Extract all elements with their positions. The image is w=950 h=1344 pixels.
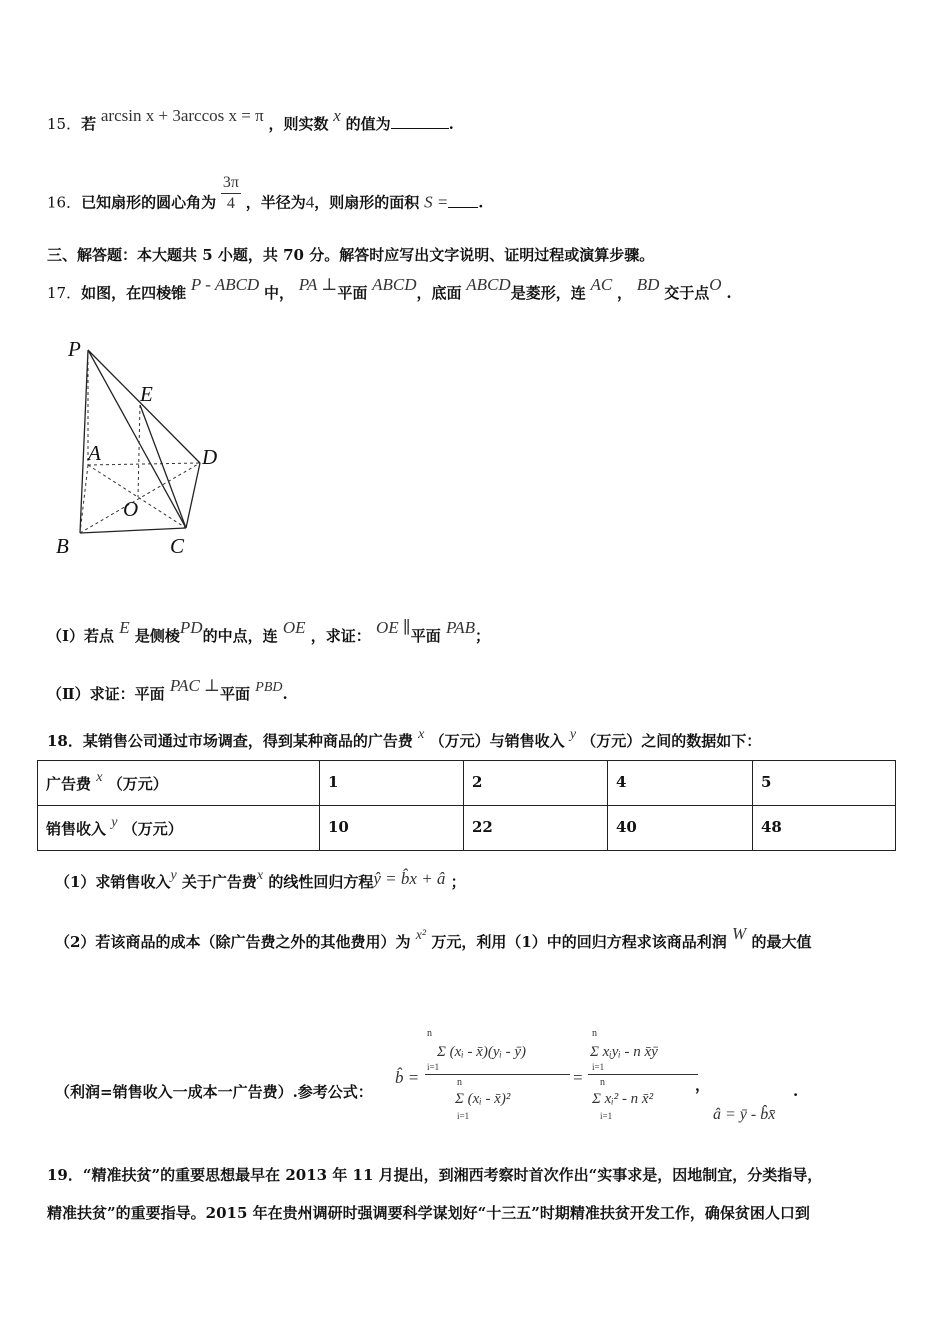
q18-math: y <box>569 727 577 742</box>
question-19-line-2: 精准扶贫”的重要指导。2015 年在贵州调研时强调要科学谋划好“十三五”时期精准扶贫开发工作，确保贫困人口到 <box>47 1204 810 1222</box>
q16-text: ，则扇形的面积 <box>314 193 420 212</box>
row-unit: （万元） <box>107 775 168 793</box>
sum-lower: i=1 <box>457 1111 470 1121</box>
table-cell: 2 <box>464 761 608 806</box>
table-cell: 48 <box>753 806 896 851</box>
q17-text: ； <box>474 627 490 645</box>
q17-math: OE <box>282 618 306 637</box>
label-P: P <box>68 337 81 361</box>
fraction-denominator: 4 <box>226 195 235 212</box>
q17-math: ABCD <box>466 275 511 294</box>
q17-text: . <box>726 284 732 302</box>
edge-EC <box>140 405 186 528</box>
a-hat: â = ȳ - b̂x̄ <box>713 1106 776 1123</box>
table-cell: 5 <box>753 761 896 806</box>
table-header-cell <box>38 806 320 851</box>
row-unit: （万元） <box>122 820 183 838</box>
q17-math: P - ABCD <box>190 275 260 294</box>
sum-lower: i=1 <box>600 1111 613 1121</box>
fraction-1-numerator <box>425 1030 570 1075</box>
q17-text: 如图，在四棱锥 <box>81 284 187 302</box>
sum-upper: n <box>427 1028 432 1039</box>
equals-sign: = <box>573 1068 583 1087</box>
label-E: E <box>140 382 153 406</box>
table-cell: 40 <box>608 806 753 851</box>
edge-PB <box>80 350 88 533</box>
q17-text: 的中点，连 <box>202 627 278 645</box>
q18-math: W <box>732 924 747 943</box>
q18-math: y <box>170 868 177 883</box>
q17-text: 平面 <box>410 627 441 645</box>
table-cell: 10 <box>320 806 464 851</box>
q17-text: ，求证： <box>310 627 371 645</box>
table-cell: 1 <box>320 761 464 806</box>
q17-math: PA ⊥ <box>298 275 338 294</box>
q18-part-1 <box>55 868 466 894</box>
row-var: y <box>111 815 118 830</box>
answer-blank[interactable] <box>391 128 449 129</box>
question-18 <box>47 727 762 753</box>
q17-math: E <box>119 618 130 637</box>
question-15 <box>47 106 454 134</box>
q17-text: . <box>282 685 288 703</box>
fraction-2 <box>588 1030 698 1125</box>
question-19-line-1: 19．“精准扶贫”的重要思想最早在 2013 年 11 月提出，到湘西考察时首次作出“实事求是，因地制宜，分类指导， <box>47 1166 823 1184</box>
q18-text: 的线性回归方程 <box>268 873 374 891</box>
answer-blank[interactable] <box>448 207 478 208</box>
sum-upper: n <box>600 1077 605 1088</box>
q17-math: AC <box>590 275 613 294</box>
formula-label: （利润=销售收入一成本一广告费）.参考公式： <box>55 1083 373 1101</box>
formula-comma: ， <box>695 1076 711 1094</box>
q16-radius: 4 <box>305 192 315 212</box>
q17-math: OE ∥ <box>375 618 411 637</box>
label-A: A <box>88 441 101 465</box>
table-row <box>38 761 896 806</box>
q16-text: 已知扇形的圆心角为 <box>81 193 217 212</box>
edge-AD <box>88 463 200 465</box>
question-17 <box>47 275 732 303</box>
q15-var: x <box>333 106 341 125</box>
sum-lower: i=1 <box>427 1062 440 1072</box>
q17-text: 平面 <box>337 284 368 302</box>
q17-part-2 <box>47 676 288 706</box>
q18-text: （万元）与销售收入 <box>429 732 565 750</box>
q15-equation: arcsin x + 3arccos x = π <box>100 106 264 125</box>
regression-equation: ŷ = b̂x + â <box>373 869 446 888</box>
q17-math: PAC ⊥ <box>169 676 221 695</box>
label-O: O <box>123 497 139 521</box>
q18-text: （1）求销售收入 <box>55 873 171 891</box>
sum-lower: i=1 <box>592 1062 605 1072</box>
fraction-numerator: 3π <box>221 173 241 194</box>
q17-math: O <box>709 275 722 294</box>
table-row <box>38 806 896 851</box>
q18-text: 万元，利用（1）中的回归方程求该商品利润 <box>431 933 727 951</box>
edge-EO <box>138 405 140 497</box>
q17-part-1 <box>47 618 490 646</box>
q16-fraction <box>221 173 241 214</box>
q18-text: ； <box>450 873 466 891</box>
reference-formula <box>395 1030 805 1140</box>
q17-math: ABCD <box>372 275 417 294</box>
sum-upper: n <box>457 1077 462 1088</box>
part-label: （Ⅰ）若点 <box>47 627 115 645</box>
q17-text: 中， <box>264 284 295 302</box>
b-hat: b̂ = <box>395 1068 420 1087</box>
q17-text: 交于点 <box>664 284 710 302</box>
question-number: 15． <box>47 115 82 133</box>
q15-text: 的值为 <box>345 115 391 133</box>
q16-text: ，半径为 <box>245 193 306 212</box>
formula-end: . <box>793 1082 799 1100</box>
table-cell: 22 <box>464 806 608 851</box>
numerator-1: Σ (xᵢ - x̄)(yᵢ - ȳ) <box>437 1044 527 1060</box>
question-number: 17． <box>47 284 82 302</box>
numerator-2: Σ xᵢyᵢ - n x̄ȳ <box>590 1044 658 1060</box>
question-number: 16． <box>47 193 82 212</box>
fraction-2-denominator <box>588 1075 698 1125</box>
edge-CD <box>186 463 200 528</box>
q17-math: PD <box>179 618 203 637</box>
q17-math: BD <box>636 275 660 294</box>
fraction-1 <box>425 1030 570 1125</box>
row-var: x <box>96 770 103 785</box>
section-heading: 三、解答题：本大题共 5 小题，共 70 分。解答时应写出文字说明、证明过程或演算步骤。 <box>47 246 655 264</box>
q18-math: x² <box>415 928 427 943</box>
denominator-2: Σ xᵢ² - n x̄² <box>592 1091 654 1107</box>
label-D: D <box>202 445 218 469</box>
q17-text: ，底面 <box>416 284 462 302</box>
label-B: B <box>56 534 69 558</box>
q15-text: 若 <box>81 115 97 133</box>
pyramid-figure <box>48 333 228 563</box>
q17-text: 是侧棱 <box>134 627 180 645</box>
fraction-2-numerator <box>588 1030 698 1075</box>
q15-text: ，则实数 <box>268 115 329 133</box>
data-table <box>37 760 896 851</box>
row-label: 广告费 <box>46 775 92 793</box>
part-label: （Ⅱ）求证：平面 <box>47 685 165 703</box>
table-cell: 4 <box>608 761 753 806</box>
q18-math: x <box>256 868 264 883</box>
q16-end: . <box>478 193 484 212</box>
q17-math: PBD <box>255 680 283 695</box>
q18-text: 关于广告费 <box>181 873 257 891</box>
q16-area: S = <box>424 192 449 212</box>
sum-upper: n <box>592 1028 597 1039</box>
fraction-1-denominator <box>425 1075 570 1125</box>
denominator-1: Σ (xᵢ - x̄)² <box>455 1091 511 1107</box>
table-header-cell <box>38 761 320 806</box>
label-C: C <box>170 534 185 558</box>
q18-text: （2）若该商品的成本（除广告费之外的其他费用）为 <box>55 933 411 951</box>
q18-part-2 <box>55 924 812 954</box>
q15-end: . <box>448 115 454 133</box>
q17-math: PAB <box>446 618 475 637</box>
q18-math: x <box>418 727 425 742</box>
q17-text: 平面 <box>220 685 251 703</box>
row-label: 销售收入 <box>46 820 107 838</box>
q18-text: 的最大值 <box>751 933 812 951</box>
q17-text: ， <box>617 284 633 302</box>
edge-PD <box>88 350 200 463</box>
q18-text: 18．某销售公司通过市场调查，得到某种商品的广告费 <box>47 732 413 750</box>
q18-text: （万元）之间的数据如下： <box>581 732 762 750</box>
q17-text: 是菱形，连 <box>510 284 586 302</box>
edge-BC <box>80 528 186 533</box>
